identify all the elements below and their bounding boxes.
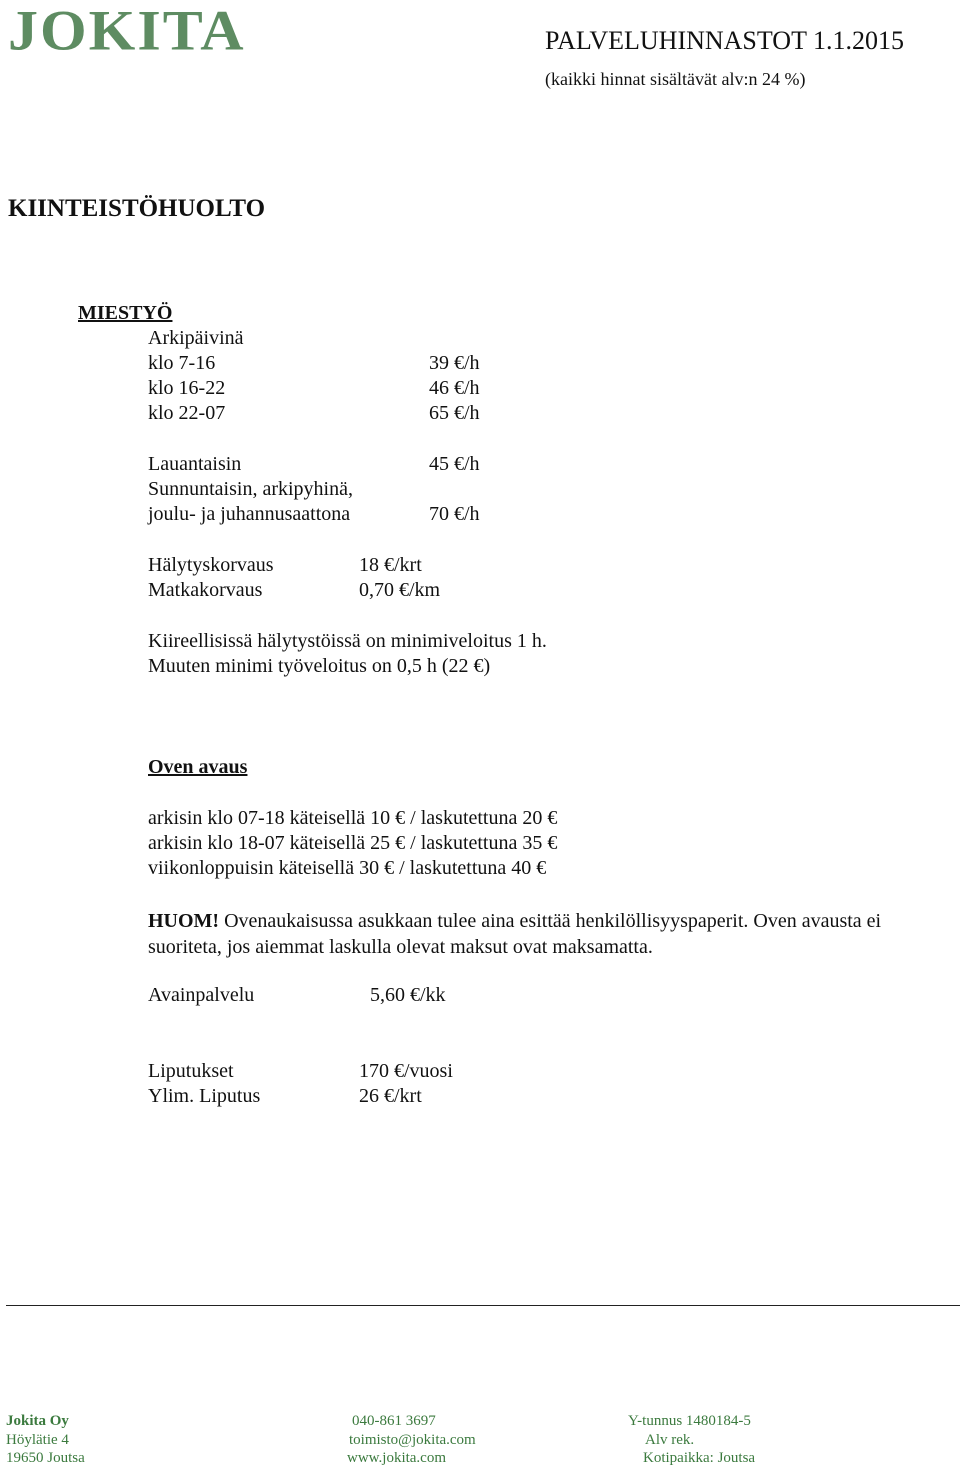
saturday-price: 45 €/h (429, 453, 480, 475)
door-heading: Oven avaus (148, 756, 248, 778)
company-logo: JOKITA (8, 0, 246, 62)
flag-price-0: 170 €/vuosi (359, 1060, 453, 1082)
notice-text: Ovenaukaisussa asukkaan tulee aina esittää henkilöllisyyspaperit. Oven avausta ei suoriteta, jos aiemmat laskulla olevat maksut ovat maksamatta. (148, 910, 882, 958)
door-line-2: viikonloppuisin käteisellä 30 € / laskutettuna 40 € (148, 857, 547, 879)
footer-business-id: Y-tunnus 1480184-5 (628, 1413, 751, 1429)
travel-price: 0,70 €/km (359, 579, 441, 601)
alarm-label: Hälytyskorvaus (148, 554, 274, 576)
minimum-note-normal: Muuten minimi työveloitus on 0,5 h (22 €) (148, 655, 491, 677)
flag-price-1: 26 €/krt (359, 1085, 422, 1107)
sunday-label-1: Sunnuntaisin, arkipyhinä, (148, 478, 353, 500)
footer-company: Jokita Oy (6, 1413, 69, 1429)
door-line-0: arkisin klo 07-18 käteisellä 10 € / laskutettuna 20 € (148, 807, 558, 829)
rate-price-0: 39 €/h (429, 352, 480, 374)
sunday-price: 70 €/h (429, 503, 480, 525)
footer-phone: 040-861 3697 (352, 1413, 436, 1429)
footer-email[interactable]: toimisto@jokita.com (349, 1432, 476, 1448)
saturday-label: Lauantaisin (148, 453, 242, 475)
weekdays-label: Arkipäivinä (148, 327, 244, 349)
notice-bold: HUOM! (148, 910, 220, 932)
footer-divider (6, 1305, 960, 1306)
sunday-label-2: joulu- ja juhannusaattona (148, 503, 351, 525)
rate-label-0: klo 7-16 (148, 352, 216, 374)
miestyo-heading: MIESTYÖ (78, 302, 173, 324)
rate-label-2: klo 22-07 (148, 402, 226, 424)
flag-label-0: Liputukset (148, 1060, 234, 1082)
section-title: KIINTEISTÖHUOLTO (8, 195, 266, 222)
rate-label-1: klo 16-22 (148, 377, 226, 399)
door-line-1: arkisin klo 18-07 käteisellä 25 € / laskutettuna 35 € (148, 832, 558, 854)
travel-label: Matkakorvaus (148, 579, 263, 601)
key-service-price: 5,60 €/kk (370, 984, 446, 1006)
footer-website[interactable]: www.jokita.com (347, 1450, 447, 1466)
key-service-label: Avainpalvelu (148, 984, 255, 1006)
rate-price-2: 65 €/h (429, 402, 480, 424)
flag-label-1: Ylim. Liputus (148, 1085, 261, 1107)
vat-note: (kaikki hinnat sisältävät alv:n 24 %) (545, 69, 806, 89)
footer-vat-reg: Alv rek. (645, 1432, 695, 1448)
footer-domicile: Kotipaikka: Joutsa (643, 1450, 756, 1466)
door-notice (148, 908, 958, 960)
minimum-note-urgent: Kiireellisissä hälytystöissä on minimiveloitus 1 h. (148, 630, 547, 652)
rate-price-1: 46 €/h (429, 377, 480, 399)
alarm-price: 18 €/krt (359, 554, 422, 576)
footer-street: Höylätie 4 (6, 1432, 69, 1448)
footer-city: 19650 Joutsa (6, 1450, 85, 1466)
document-title: PALVELUHINNASTOT 1.1.2015 (545, 26, 904, 55)
